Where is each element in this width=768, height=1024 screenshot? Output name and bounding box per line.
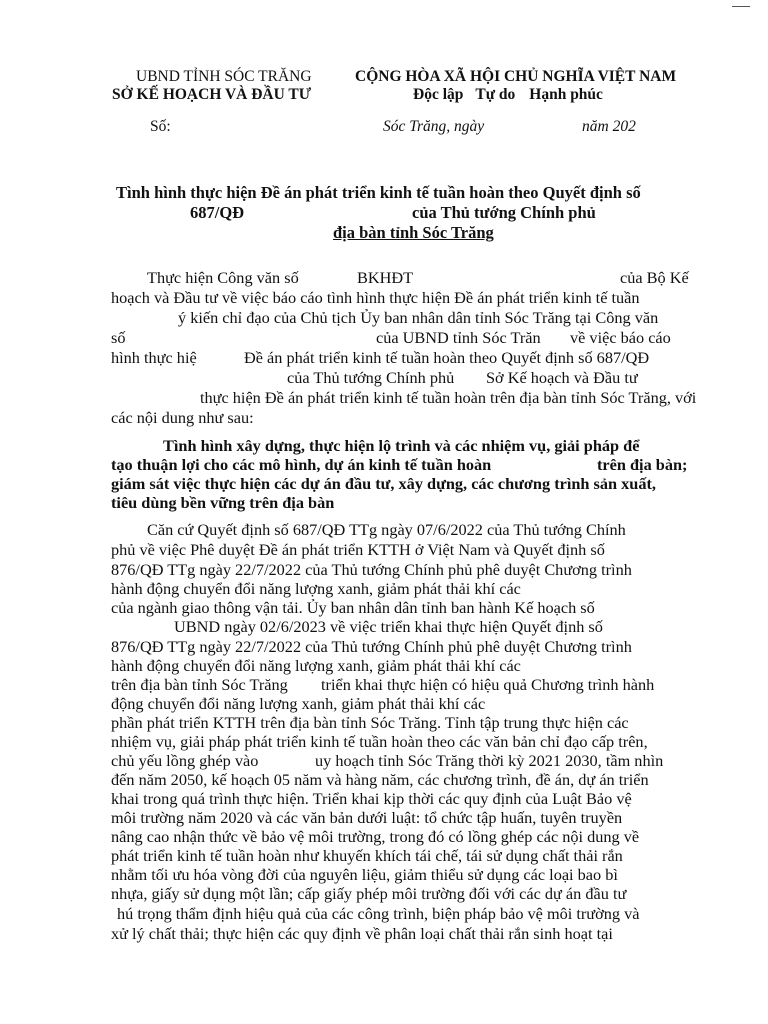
intro-line-4c: về việc báo cáo	[570, 328, 671, 347]
intro-line-8: các nội dung như sau:	[111, 408, 254, 427]
section-heading-line-4: tiêu dùng bền vững trên địa bàn	[111, 493, 335, 512]
document-title-line-1: Tình hình thực hiện Đề án phát triển kinh tế tuần hoàn theo Quyết định số	[116, 183, 641, 202]
document-title-line-2a: 687/QĐ	[190, 203, 245, 222]
document-number-label: Số:	[150, 118, 171, 135]
body-line-2: phủ về việc Phê duyệt Đề án phát triển KTTH ở Việt Nam và Quyết định số	[111, 540, 605, 559]
motto-part-2: Tự do	[475, 86, 516, 103]
scan-corner-mark	[732, 6, 750, 7]
national-title: CỘNG HÒA XÃ HỘI CHỦ NGHĨA VIỆT NAM	[355, 68, 677, 85]
body-line-1: Căn cứ Quyết định số 687/QĐ TTg ngày 07/6/2022 của Thủ tướng Chính	[147, 520, 626, 539]
body-line-21: hú trọng thẩm định hiệu quả của các công trình, biện pháp bảo vệ môi trường và	[117, 904, 640, 923]
body-line-19: nhằm tối ưu hóa vòng đời của nguyên liệu, giảm thiểu sử dụng các loại bao bì	[111, 865, 618, 884]
section-heading-line-2b: trên địa bàn;	[597, 455, 688, 474]
section-heading-line-3: giám sát việc thực hiện các dự án đầu tư, xây dựng, các chương trình sản xuất,	[111, 474, 656, 493]
body-line-16: môi trường năm 2020 và các văn bản dưới luật: tổ chức tập huấn, tuyên truyền	[111, 808, 623, 827]
body-line-9a: trên địa bàn tỉnh Sóc Trăng	[111, 675, 288, 694]
motto-part-3: Hạnh phúc	[529, 86, 603, 103]
body-line-3: 876/QĐ TTg ngày 22/7/2022 của Thủ tướng Chính phủ phê duyệt Chương trình	[111, 560, 632, 579]
intro-line-1a: Thực hiện Công văn số	[147, 268, 299, 287]
body-line-22: xử lý chất thải; thực hiện các quy định về phân loại chất thải rắn sinh hoạt tại	[111, 924, 613, 943]
intro-line-1b: BKHĐT	[357, 268, 414, 287]
document-title-line-3: địa bàn tỉnh Sóc Trăng	[333, 223, 494, 242]
body-line-9b: triển khai thực hiện có hiệu quả Chương trình hành	[321, 675, 655, 694]
intro-line-7: thực hiện Đề án phát triển kinh tế tuần hoàn trên địa bàn tỉnh Sóc Trăng, với	[200, 388, 697, 407]
body-line-17: nâng cao nhận thức về bảo vệ môi trường, trong đó có lồng ghép các nội dung về	[111, 827, 640, 846]
body-line-13a: chủ yếu lồng ghép vào	[111, 751, 259, 770]
intro-line-2: hoạch và Đầu tư về việc báo cáo tình hình thực hiện Đề án phát triển kinh tế tuần	[111, 288, 640, 307]
national-motto	[413, 86, 603, 104]
intro-line-1c: của Bộ Kế	[620, 268, 689, 287]
body-line-4: hành động chuyển đổi năng lượng xanh, giảm phát thải khí các	[111, 579, 521, 598]
intro-line-6a: của Thủ tướng Chính phủ	[287, 368, 455, 387]
intro-line-5a: hình thực hiệ	[111, 348, 197, 367]
intro-line-5b: Đề án phát triển kinh tế tuần hoàn theo Quyết định số 687/QĐ	[244, 348, 650, 367]
body-line-11: phần phát triển KTTH trên địa bàn tỉnh Sóc Trăng. Tỉnh tập trung thực hiện các	[111, 713, 629, 732]
document-title-line-2b: của Thủ tướng Chính phủ	[412, 203, 596, 222]
intro-line-4b: của UBND tỉnh Sóc Trăn	[376, 328, 541, 347]
body-line-7: 876/QĐ TTg ngày 22/7/2022 của Thủ tướng Chính phủ phê duyệt Chương trình	[111, 637, 632, 656]
body-line-6: UBND ngày 02/6/2023 về việc triển khai thực hiện Quyết định số	[174, 617, 603, 636]
agency-name: SỞ KẾ HOẠCH VÀ ĐẦU TƯ	[112, 86, 312, 103]
body-line-5: của ngành giao thông vận tải. Ủy ban nhân dân tỉnh ban hành Kế hoạch số	[111, 598, 595, 617]
body-line-15: khai trong quá trình thực hiện. Triển khai kịp thời các quy định của Luật Bảo vệ	[111, 789, 632, 808]
section-heading-line-2a: tạo thuận lợi cho các mô hình, dự án kinh tế tuần hoàn	[111, 455, 492, 474]
body-line-8: hành động chuyển đổi năng lượng xanh, giảm phát thải khí các	[111, 656, 521, 675]
intro-line-4a: số	[111, 328, 126, 347]
body-line-13b: uy hoạch tỉnh Sóc Trăng thời kỳ 2021 2030, tầm nhìn	[315, 751, 664, 770]
intro-line-6b: Sở Kế hoạch và Đầu tư	[486, 368, 638, 387]
place-date-part-2: năm 202	[582, 118, 636, 135]
body-line-18: phát triển kinh tế tuần hoàn như khuyến khích tái chế, tái sử dụng chất thải rắn	[111, 846, 623, 865]
motto-part-1: Độc lập	[413, 86, 464, 103]
agency-parent-name: UBND TỈNH SÓC TRĂNG	[136, 68, 312, 85]
section-heading-line-1: Tình hình xây dựng, thực hiện lộ trình và các nhiệm vụ, giải pháp để	[163, 436, 640, 455]
body-line-14: đến năm 2050, kế hoạch 05 năm và hàng năm, các chương trình, đề án, dự án triển	[111, 770, 649, 789]
place-date-part-1: Sóc Trăng, ngày	[383, 118, 485, 135]
intro-line-3: ý kiến chỉ đạo của Chủ tịch Ủy ban nhân dân tỉnh Sóc Trăng tại Công văn	[178, 308, 659, 327]
body-line-20: nhựa, giấy sử dụng một lần; cấp giấy phép môi trường đối với các dự án đầu tư	[111, 884, 627, 903]
body-line-10: động chuyển đổi năng lượng xanh, giảm phát thải khí các	[111, 694, 486, 713]
body-line-12: nhiệm vụ, giải pháp phát triển kinh tế tuần hoàn theo các văn bản chỉ đạo cấp trên,	[111, 732, 648, 751]
